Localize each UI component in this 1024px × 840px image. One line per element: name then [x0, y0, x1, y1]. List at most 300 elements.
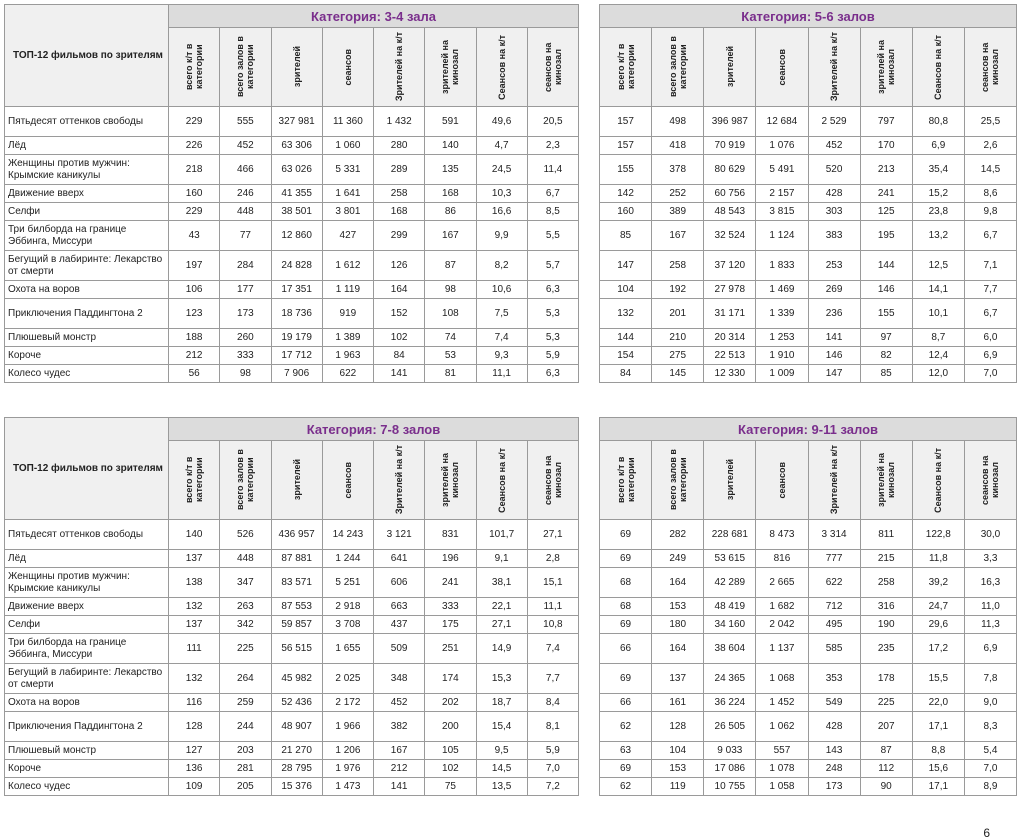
table-cell: 43 — [169, 221, 220, 251]
col-header: сеансов на кинозал — [964, 28, 1016, 107]
table-cell: 495 — [808, 616, 860, 634]
table-cell: 11,1 — [476, 365, 527, 383]
film-title: Приключения Паддингтона 2 — [5, 299, 169, 329]
table-cell: 9,0 — [964, 694, 1016, 712]
table-cell: 258 — [860, 568, 912, 598]
table-cell: 8,7 — [912, 329, 964, 347]
col-header: сеансов на кинозал — [527, 441, 578, 520]
film-title: Короче — [5, 760, 169, 778]
table-cell: 18 736 — [271, 299, 322, 329]
film-title: Пятьдесят оттенков свободы — [5, 520, 169, 550]
table-cell: 167 — [652, 221, 704, 251]
table-cell: 196 — [425, 550, 476, 568]
table-cell: 174 — [425, 664, 476, 694]
table-cell: 42 289 — [704, 568, 756, 598]
table-cell: 53 — [425, 347, 476, 365]
table-cell: 281 — [220, 760, 271, 778]
table-cell: 38,1 — [476, 568, 527, 598]
table-cell: 137 — [169, 550, 220, 568]
table-cell: 132 — [169, 598, 220, 616]
table-cell: 225 — [220, 634, 271, 664]
table-cell: 24 365 — [704, 664, 756, 694]
table-cell: 1 244 — [322, 550, 373, 568]
table-cell: 275 — [652, 347, 704, 365]
table-cell: 2 025 — [322, 664, 373, 694]
table-cell: 8,8 — [912, 742, 964, 760]
col-header: зрителей на кинозал — [860, 28, 912, 107]
table-cell: 175 — [425, 616, 476, 634]
table-cell: 123 — [169, 299, 220, 329]
film-title: Пятьдесят оттенков свободы — [5, 107, 169, 137]
table-cell: 9,9 — [476, 221, 527, 251]
table-cell: 106 — [169, 281, 220, 299]
stats-table — [4, 417, 579, 796]
table-cell: 3 314 — [808, 520, 860, 550]
table-cell: 1 058 — [756, 778, 808, 796]
table-cell: 122,8 — [912, 520, 964, 550]
table-cell: 167 — [425, 221, 476, 251]
table-cell: 17 351 — [271, 281, 322, 299]
table-cell: 167 — [374, 742, 425, 760]
table-cell: 1 473 — [322, 778, 373, 796]
table-cell: 164 — [652, 634, 704, 664]
table-cell: 5 251 — [322, 568, 373, 598]
table-cell: 1 432 — [374, 107, 425, 137]
table-cell: 140 — [169, 520, 220, 550]
table-cell: 1 206 — [322, 742, 373, 760]
table-cell: 85 — [600, 221, 652, 251]
table-cell: 62 — [600, 712, 652, 742]
table-cell: 6,7 — [964, 221, 1016, 251]
table-cell: 10,3 — [476, 185, 527, 203]
table-cell: 428 — [808, 185, 860, 203]
table-cell: 831 — [425, 520, 476, 550]
table-cell: 418 — [652, 137, 704, 155]
table-cell: 144 — [860, 251, 912, 281]
col-header: Зрителей на к/т — [374, 441, 425, 520]
table-cell: 109 — [169, 778, 220, 796]
table-cell: 7,0 — [964, 365, 1016, 383]
table-cell: 66 — [600, 694, 652, 712]
table-cell: 1 009 — [756, 365, 808, 383]
table-cell: 8 473 — [756, 520, 808, 550]
table-cell: 12 330 — [704, 365, 756, 383]
table-cell: 136 — [169, 760, 220, 778]
table-cell: 63 306 — [271, 137, 322, 155]
page-number: 6 — [983, 826, 990, 840]
table-cell: 452 — [374, 694, 425, 712]
table-row — [5, 221, 579, 251]
table-cell: 1 068 — [756, 664, 808, 694]
table-cell: 226 — [169, 137, 220, 155]
table-cell: 147 — [600, 251, 652, 281]
table-cell: 14,5 — [964, 155, 1016, 185]
table-cell: 448 — [220, 550, 271, 568]
table-row — [600, 568, 1017, 598]
table-cell: 252 — [652, 185, 704, 203]
table-cell: 84 — [374, 347, 425, 365]
stats-table — [599, 4, 1017, 383]
table-cell: 8,9 — [964, 778, 1016, 796]
col-header: Сеансов на к/т — [476, 441, 527, 520]
table-cell: 128 — [169, 712, 220, 742]
table-cell: 128 — [652, 712, 704, 742]
table-cell: 145 — [652, 365, 704, 383]
film-title: Бегущий в лабиринте: Лекарство от смерти — [5, 251, 169, 281]
table-cell: 1 910 — [756, 347, 808, 365]
col-header: сеансов — [756, 441, 808, 520]
table-cell: 7,4 — [527, 634, 578, 664]
table-cell: 188 — [169, 329, 220, 347]
table-cell: 333 — [220, 347, 271, 365]
table-cell: 236 — [808, 299, 860, 329]
table-cell: 87 — [860, 742, 912, 760]
col-header: Зрителей на к/т — [808, 441, 860, 520]
table-cell: 102 — [374, 329, 425, 347]
table-cell: 1 078 — [756, 760, 808, 778]
table-row — [5, 155, 579, 185]
table-cell: 284 — [220, 251, 271, 281]
film-title: Плюшевый монстр — [5, 329, 169, 347]
table-cell: 87 553 — [271, 598, 322, 616]
table-cell: 68 — [600, 598, 652, 616]
table-row — [600, 712, 1017, 742]
table-row — [5, 664, 579, 694]
table-cell: 383 — [808, 221, 860, 251]
table-cell: 4,7 — [476, 137, 527, 155]
table-cell: 143 — [808, 742, 860, 760]
table-row — [600, 299, 1017, 329]
table-cell: 192 — [652, 281, 704, 299]
table-row — [600, 598, 1017, 616]
table-cell: 1 452 — [756, 694, 808, 712]
table-row — [600, 155, 1017, 185]
table-cell: 69 — [600, 550, 652, 568]
table-cell: 1 682 — [756, 598, 808, 616]
table-cell: 137 — [652, 664, 704, 694]
table-cell: 30,0 — [964, 520, 1016, 550]
table-cell: 127 — [169, 742, 220, 760]
col-header: всего к/т в категории — [600, 28, 652, 107]
table-row — [5, 137, 579, 155]
table-cell: 1 339 — [756, 299, 808, 329]
table-cell: 37 120 — [704, 251, 756, 281]
table-row — [600, 281, 1017, 299]
table-cell: 212 — [169, 347, 220, 365]
table-cell: 173 — [220, 299, 271, 329]
film-title: Три билборда на границе Эббинга, Миссури — [5, 634, 169, 664]
table-cell: 27 978 — [704, 281, 756, 299]
table-row — [600, 203, 1017, 221]
table-row — [600, 742, 1017, 760]
table-cell: 69 — [600, 520, 652, 550]
table-cell: 53 615 — [704, 550, 756, 568]
table-row — [5, 251, 579, 281]
table-cell: 66 — [600, 634, 652, 664]
table-row — [5, 281, 579, 299]
table-cell: 6,7 — [527, 185, 578, 203]
col-header: всего залов в категории — [652, 441, 704, 520]
table-cell: 253 — [808, 251, 860, 281]
table-row — [5, 185, 579, 203]
table-cell: 153 — [652, 760, 704, 778]
table-cell: 34 160 — [704, 616, 756, 634]
film-title: Движение вверх — [5, 185, 169, 203]
table-row — [600, 694, 1017, 712]
table-cell: 41 355 — [271, 185, 322, 203]
table-cell: 1 062 — [756, 712, 808, 742]
table-cell: 6,0 — [964, 329, 1016, 347]
table-cell: 157 — [600, 107, 652, 137]
table-cell: 69 — [600, 664, 652, 694]
table-cell: 22 513 — [704, 347, 756, 365]
table-cell: 108 — [425, 299, 476, 329]
table-cell: 155 — [600, 155, 652, 185]
table-cell: 38 604 — [704, 634, 756, 664]
table-cell: 1 060 — [322, 137, 373, 155]
table-cell: 141 — [808, 329, 860, 347]
category-title: Категория: 7-8 залов — [169, 418, 579, 441]
table-cell: 3 815 — [756, 203, 808, 221]
table-cell: 1 389 — [322, 329, 373, 347]
table-cell: 111 — [169, 634, 220, 664]
table-cell: 353 — [808, 664, 860, 694]
table-cell: 228 681 — [704, 520, 756, 550]
table-cell: 389 — [652, 203, 704, 221]
table-cell: 526 — [220, 520, 271, 550]
table-row — [600, 365, 1017, 383]
panel-7-8-halls — [4, 417, 579, 796]
table-cell: 218 — [169, 155, 220, 185]
table-cell: 59 857 — [271, 616, 322, 634]
table-cell: 87 881 — [271, 550, 322, 568]
table-cell: 8,4 — [527, 694, 578, 712]
table-cell: 74 — [425, 329, 476, 347]
table-cell: 7,0 — [964, 760, 1016, 778]
table-row — [600, 251, 1017, 281]
table-cell: 14,9 — [476, 634, 527, 664]
table-cell: 10 755 — [704, 778, 756, 796]
film-title: Приключения Паддингтона 2 — [5, 712, 169, 742]
film-title: Движение вверх — [5, 598, 169, 616]
table-cell: 5 331 — [322, 155, 373, 185]
table-cell: 83 571 — [271, 568, 322, 598]
table-cell: 24,7 — [912, 598, 964, 616]
table-cell: 168 — [374, 203, 425, 221]
table-cell: 135 — [425, 155, 476, 185]
table-cell: 10,6 — [476, 281, 527, 299]
table-cell: 36 224 — [704, 694, 756, 712]
table-cell: 15 376 — [271, 778, 322, 796]
table-cell: 263 — [220, 598, 271, 616]
table-cell: 427 — [322, 221, 373, 251]
table-cell: 201 — [652, 299, 704, 329]
table-cell: 15,1 — [527, 568, 578, 598]
table-cell: 299 — [374, 221, 425, 251]
table-cell: 342 — [220, 616, 271, 634]
table-cell: 29,6 — [912, 616, 964, 634]
film-title: Колесо чудес — [5, 365, 169, 383]
table-row — [600, 107, 1017, 137]
table-cell: 205 — [220, 778, 271, 796]
table-row — [5, 568, 579, 598]
table-cell: 160 — [169, 185, 220, 203]
table-cell: 77 — [220, 221, 271, 251]
table-cell: 2 665 — [756, 568, 808, 598]
table-cell: 5,7 — [527, 251, 578, 281]
table-cell: 13,5 — [476, 778, 527, 796]
col-header: зрителей — [704, 441, 756, 520]
table-cell: 258 — [652, 251, 704, 281]
table-cell: 10,1 — [912, 299, 964, 329]
table-cell: 56 — [169, 365, 220, 383]
table-cell: 48 419 — [704, 598, 756, 616]
table-cell: 1 253 — [756, 329, 808, 347]
table-cell: 591 — [425, 107, 476, 137]
table-cell: 15,3 — [476, 664, 527, 694]
col-header: всего к/т в категории — [169, 441, 220, 520]
table-cell: 7,4 — [476, 329, 527, 347]
table-row — [5, 616, 579, 634]
table-cell: 6,3 — [527, 281, 578, 299]
col-header: Зрителей на к/т — [808, 28, 860, 107]
table-row — [600, 329, 1017, 347]
table-cell: 1 833 — [756, 251, 808, 281]
table-cell: 68 — [600, 568, 652, 598]
film-title: Колесо чудес — [5, 778, 169, 796]
table-cell: 347 — [220, 568, 271, 598]
table-cell: 119 — [652, 778, 704, 796]
table-cell: 5,5 — [527, 221, 578, 251]
table-cell: 428 — [808, 712, 860, 742]
table-cell: 249 — [652, 550, 704, 568]
table-cell: 16,6 — [476, 203, 527, 221]
table-cell: 641 — [374, 550, 425, 568]
table-cell: 39,2 — [912, 568, 964, 598]
table-cell: 1 963 — [322, 347, 373, 365]
col-header: сеансов — [322, 28, 373, 107]
table-cell: 86 — [425, 203, 476, 221]
table-cell: 2,8 — [527, 550, 578, 568]
table-cell: 498 — [652, 107, 704, 137]
table-cell: 11,1 — [527, 598, 578, 616]
table-row — [600, 221, 1017, 251]
table-cell: 509 — [374, 634, 425, 664]
table-cell: 448 — [220, 203, 271, 221]
table-cell: 452 — [808, 137, 860, 155]
table-cell: 557 — [756, 742, 808, 760]
table-cell: 1 655 — [322, 634, 373, 664]
table-cell: 210 — [652, 329, 704, 347]
table-cell: 140 — [425, 137, 476, 155]
col-header: всего к/т в категории — [600, 441, 652, 520]
table-cell: 69 — [600, 760, 652, 778]
table-cell: 80,8 — [912, 107, 964, 137]
table-cell: 520 — [808, 155, 860, 185]
table-cell: 17,1 — [912, 778, 964, 796]
table-cell: 52 436 — [271, 694, 322, 712]
table-cell: 17 086 — [704, 760, 756, 778]
table-cell: 14,5 — [476, 760, 527, 778]
table-cell: 382 — [374, 712, 425, 742]
table-cell: 225 — [860, 694, 912, 712]
table-cell: 197 — [169, 251, 220, 281]
table-cell: 258 — [374, 185, 425, 203]
table-cell: 116 — [169, 694, 220, 712]
table-cell: 154 — [600, 347, 652, 365]
table-cell: 98 — [220, 365, 271, 383]
stats-table — [4, 4, 579, 383]
table-cell: 12,4 — [912, 347, 964, 365]
table-cell: 27,1 — [476, 616, 527, 634]
table-cell: 241 — [860, 185, 912, 203]
film-title: Селфи — [5, 203, 169, 221]
table-cell: 1 124 — [756, 221, 808, 251]
table-cell: 7 906 — [271, 365, 322, 383]
table-row — [5, 520, 579, 550]
table-title: ТОП-12 фильмов по зрителям — [5, 418, 169, 520]
stats-table — [599, 417, 1017, 796]
table-cell: 48 543 — [704, 203, 756, 221]
table-row — [5, 365, 579, 383]
table-cell: 15,6 — [912, 760, 964, 778]
table-cell: 87 — [425, 251, 476, 281]
film-title: Женщины против мужчин: Крымские каникулы — [5, 155, 169, 185]
table-cell: 23,8 — [912, 203, 964, 221]
panel-5-6-halls — [599, 4, 1017, 383]
table-cell: 244 — [220, 712, 271, 742]
table-cell: 2 042 — [756, 616, 808, 634]
col-header: зрителей — [271, 441, 322, 520]
table-row — [5, 760, 579, 778]
table-cell: 8,2 — [476, 251, 527, 281]
table-cell: 555 — [220, 107, 271, 137]
table-cell: 466 — [220, 155, 271, 185]
table-cell: 2 529 — [808, 107, 860, 137]
table-cell: 17,1 — [912, 712, 964, 742]
table-cell: 24 828 — [271, 251, 322, 281]
table-cell: 45 982 — [271, 664, 322, 694]
table-cell: 2,6 — [964, 137, 1016, 155]
category-title: Категория: 3-4 зала — [169, 5, 579, 28]
table-cell: 229 — [169, 107, 220, 137]
film-title: Плюшевый монстр — [5, 742, 169, 760]
table-cell: 126 — [374, 251, 425, 281]
table-cell: 11,8 — [912, 550, 964, 568]
table-cell: 452 — [220, 137, 271, 155]
film-title: Три билборда на границе Эббинга, Миссури — [5, 221, 169, 251]
table-cell: 663 — [374, 598, 425, 616]
table-cell: 180 — [652, 616, 704, 634]
table-cell: 7,0 — [527, 760, 578, 778]
film-title: Селфи — [5, 616, 169, 634]
film-title: Лёд — [5, 550, 169, 568]
table-cell: 235 — [860, 634, 912, 664]
table-cell: 75 — [425, 778, 476, 796]
table-cell: 62 — [600, 778, 652, 796]
table-cell: 6,9 — [964, 347, 1016, 365]
table-cell: 70 919 — [704, 137, 756, 155]
table-cell: 396 987 — [704, 107, 756, 137]
table-row — [600, 185, 1017, 203]
table-cell: 280 — [374, 137, 425, 155]
table-row — [5, 107, 579, 137]
table-cell: 919 — [322, 299, 373, 329]
table-cell: 14,1 — [912, 281, 964, 299]
table-cell: 63 — [600, 742, 652, 760]
table-cell: 17 712 — [271, 347, 322, 365]
table-cell: 1 612 — [322, 251, 373, 281]
